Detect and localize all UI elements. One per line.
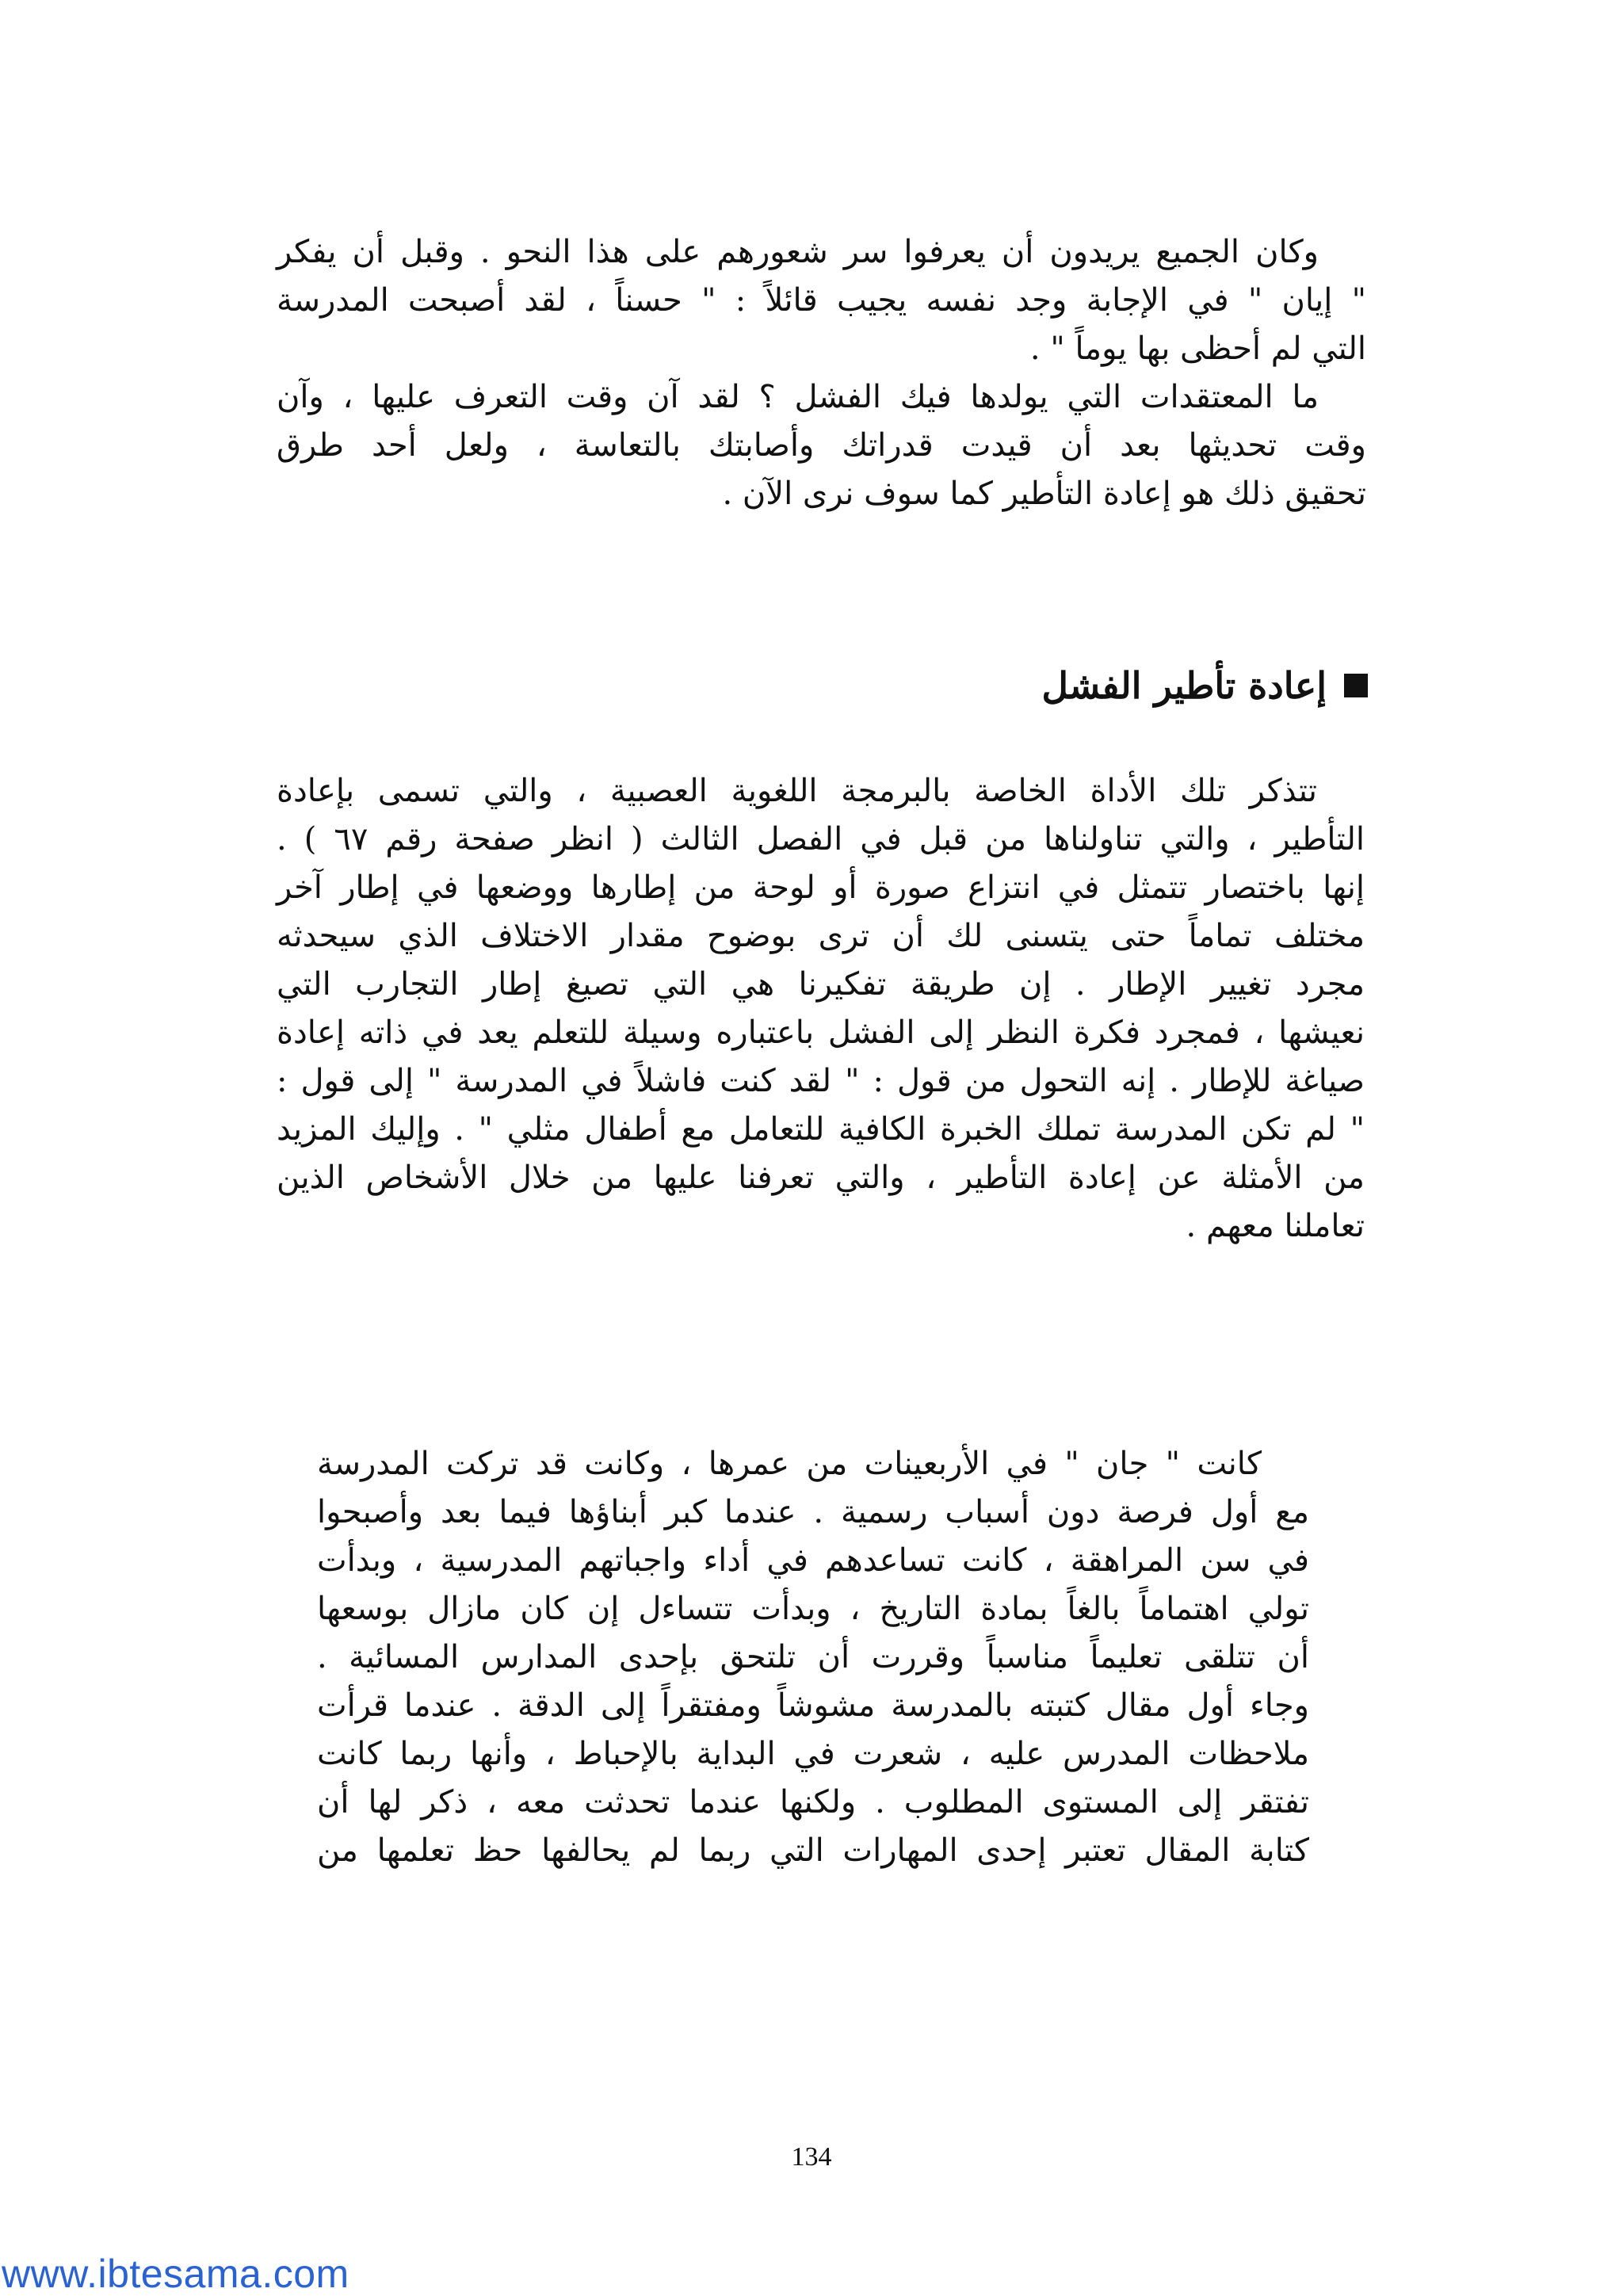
text-line: التي لم أحظى بها يوماً " .: [1029, 330, 1366, 367]
text-line: " إيان " في الإجابة وجد نفسه يجيب قائلاً : " حسناً ، لقد أصبحت المدرسة: [277, 282, 1366, 319]
watermark-url[interactable]: www.ibtesama.com: [2, 2252, 349, 2296]
text-line: ما المعتقدات التي يولدها فيك الفشل ؟ لقد آن وقت التعرف عليها ، وآن: [277, 379, 1319, 415]
reframing-paragraph: [277, 767, 1365, 1251]
text-line: تولي اهتماماً بالغاً بمادة التاريخ ، وبدأت تتساءل إن كان مازال بوسعها: [317, 1591, 1309, 1627]
text-line: صياغة للإطار . إنه التحول من قول : " لقد كنت فاشلاً في المدرسة " إلى قول :: [277, 1063, 1365, 1099]
text-line: كتابة المقال تعتبر إحدى المهارات التي ربما لم يحالفها حظ تعلمها من: [317, 1832, 1309, 1869]
text-line: مع أول فرصة دون أسباب رسمية . عندما كبر أبناؤها فيما بعد وأصبحوا: [317, 1494, 1309, 1530]
section-heading: [1042, 662, 1369, 709]
text-line: وكان الجميع يريدون أن يعرفوا سر شعورهم على هذا النحو . وقبل أن يفكر: [277, 234, 1319, 270]
example-story-paragraph: [317, 1440, 1309, 1875]
text-line: " لم تكن المدرسة تملك الخبرة الكافية للتعامل مع أطفال مثلي " . وإليك المزيد: [277, 1111, 1365, 1148]
text-line: وجاء أول مقال كتبته بالمدرسة مشوشاً ومفتقراً إلى الدقة . عندما قرأت: [317, 1687, 1309, 1724]
text-line: التأطير ، والتي تناولناها من قبل في الفصل الثالث ( انظر صفحة رقم ٦٧ ) .: [277, 821, 1365, 858]
text-line: تتذكر تلك الأداة الخاصة بالبرمجة اللغوية العصبية ، والتي تسمى بإعادة: [277, 773, 1317, 809]
page-number: 134: [791, 2142, 832, 2172]
text-line: إنها باختصار تتمثل في انتزاع صورة أو لوحة من إطارها ووضعها في إطار آخر: [277, 869, 1365, 906]
text-line: مجرد تغيير الإطار . إن طريقة تفكيرنا هي التي تصيغ إطار التجارب التي: [277, 966, 1365, 1003]
text-line: وقت تحديثها بعد أن قيدت قدراتك وأصابتك بالتعاسة ، ولعل أحد طرق: [277, 427, 1366, 464]
text-line: من الأمثلة عن إعادة التأطير ، والتي تعرفنا عليها من خلال الأشخاص الذين: [277, 1159, 1365, 1196]
intro-paragraph: [277, 228, 1366, 518]
text-line: أن تتلقى تعليماً مناسباً وقررت أن تلتحق بإحدى المدارس المسائية .: [317, 1639, 1310, 1675]
square-bullet-icon: [1344, 674, 1368, 697]
section-title: إعادة تأطير الفشل: [1041, 664, 1327, 707]
text-line: نعيشها ، فمجرد فكرة النظر إلى الفشل باعتباره وسيلة للتعلم يعد في ذاته إعادة: [277, 1014, 1365, 1051]
text-line: تفتقر إلى المستوى المطلوب . ولكنها عندما تحدثت معه ، ذكر لها أن: [317, 1784, 1309, 1820]
text-line: كانت " جان " في الأربعينات من عمرها ، وكانت قد تركت المدرسة: [317, 1446, 1262, 1482]
text-line: تعاملنا معهم .: [1186, 1208, 1365, 1244]
text-line: في سن المراهقة ، كانت تساعدهم في أداء واجباتهم المدرسية ، وبدأت: [317, 1542, 1309, 1579]
text-line: مختلف تماماً حتى يتسنى لك أن ترى بوضوح مقدار الاختلاف الذي سيحدثه: [277, 918, 1365, 954]
text-line: تحقيق ذلك هو إعادة التأطير كما سوف نرى الآن .: [722, 476, 1366, 512]
text-line: ملاحظات المدرس عليه ، شعرت في البداية بالإحباط ، وأنها ربما كانت: [317, 1736, 1309, 1772]
